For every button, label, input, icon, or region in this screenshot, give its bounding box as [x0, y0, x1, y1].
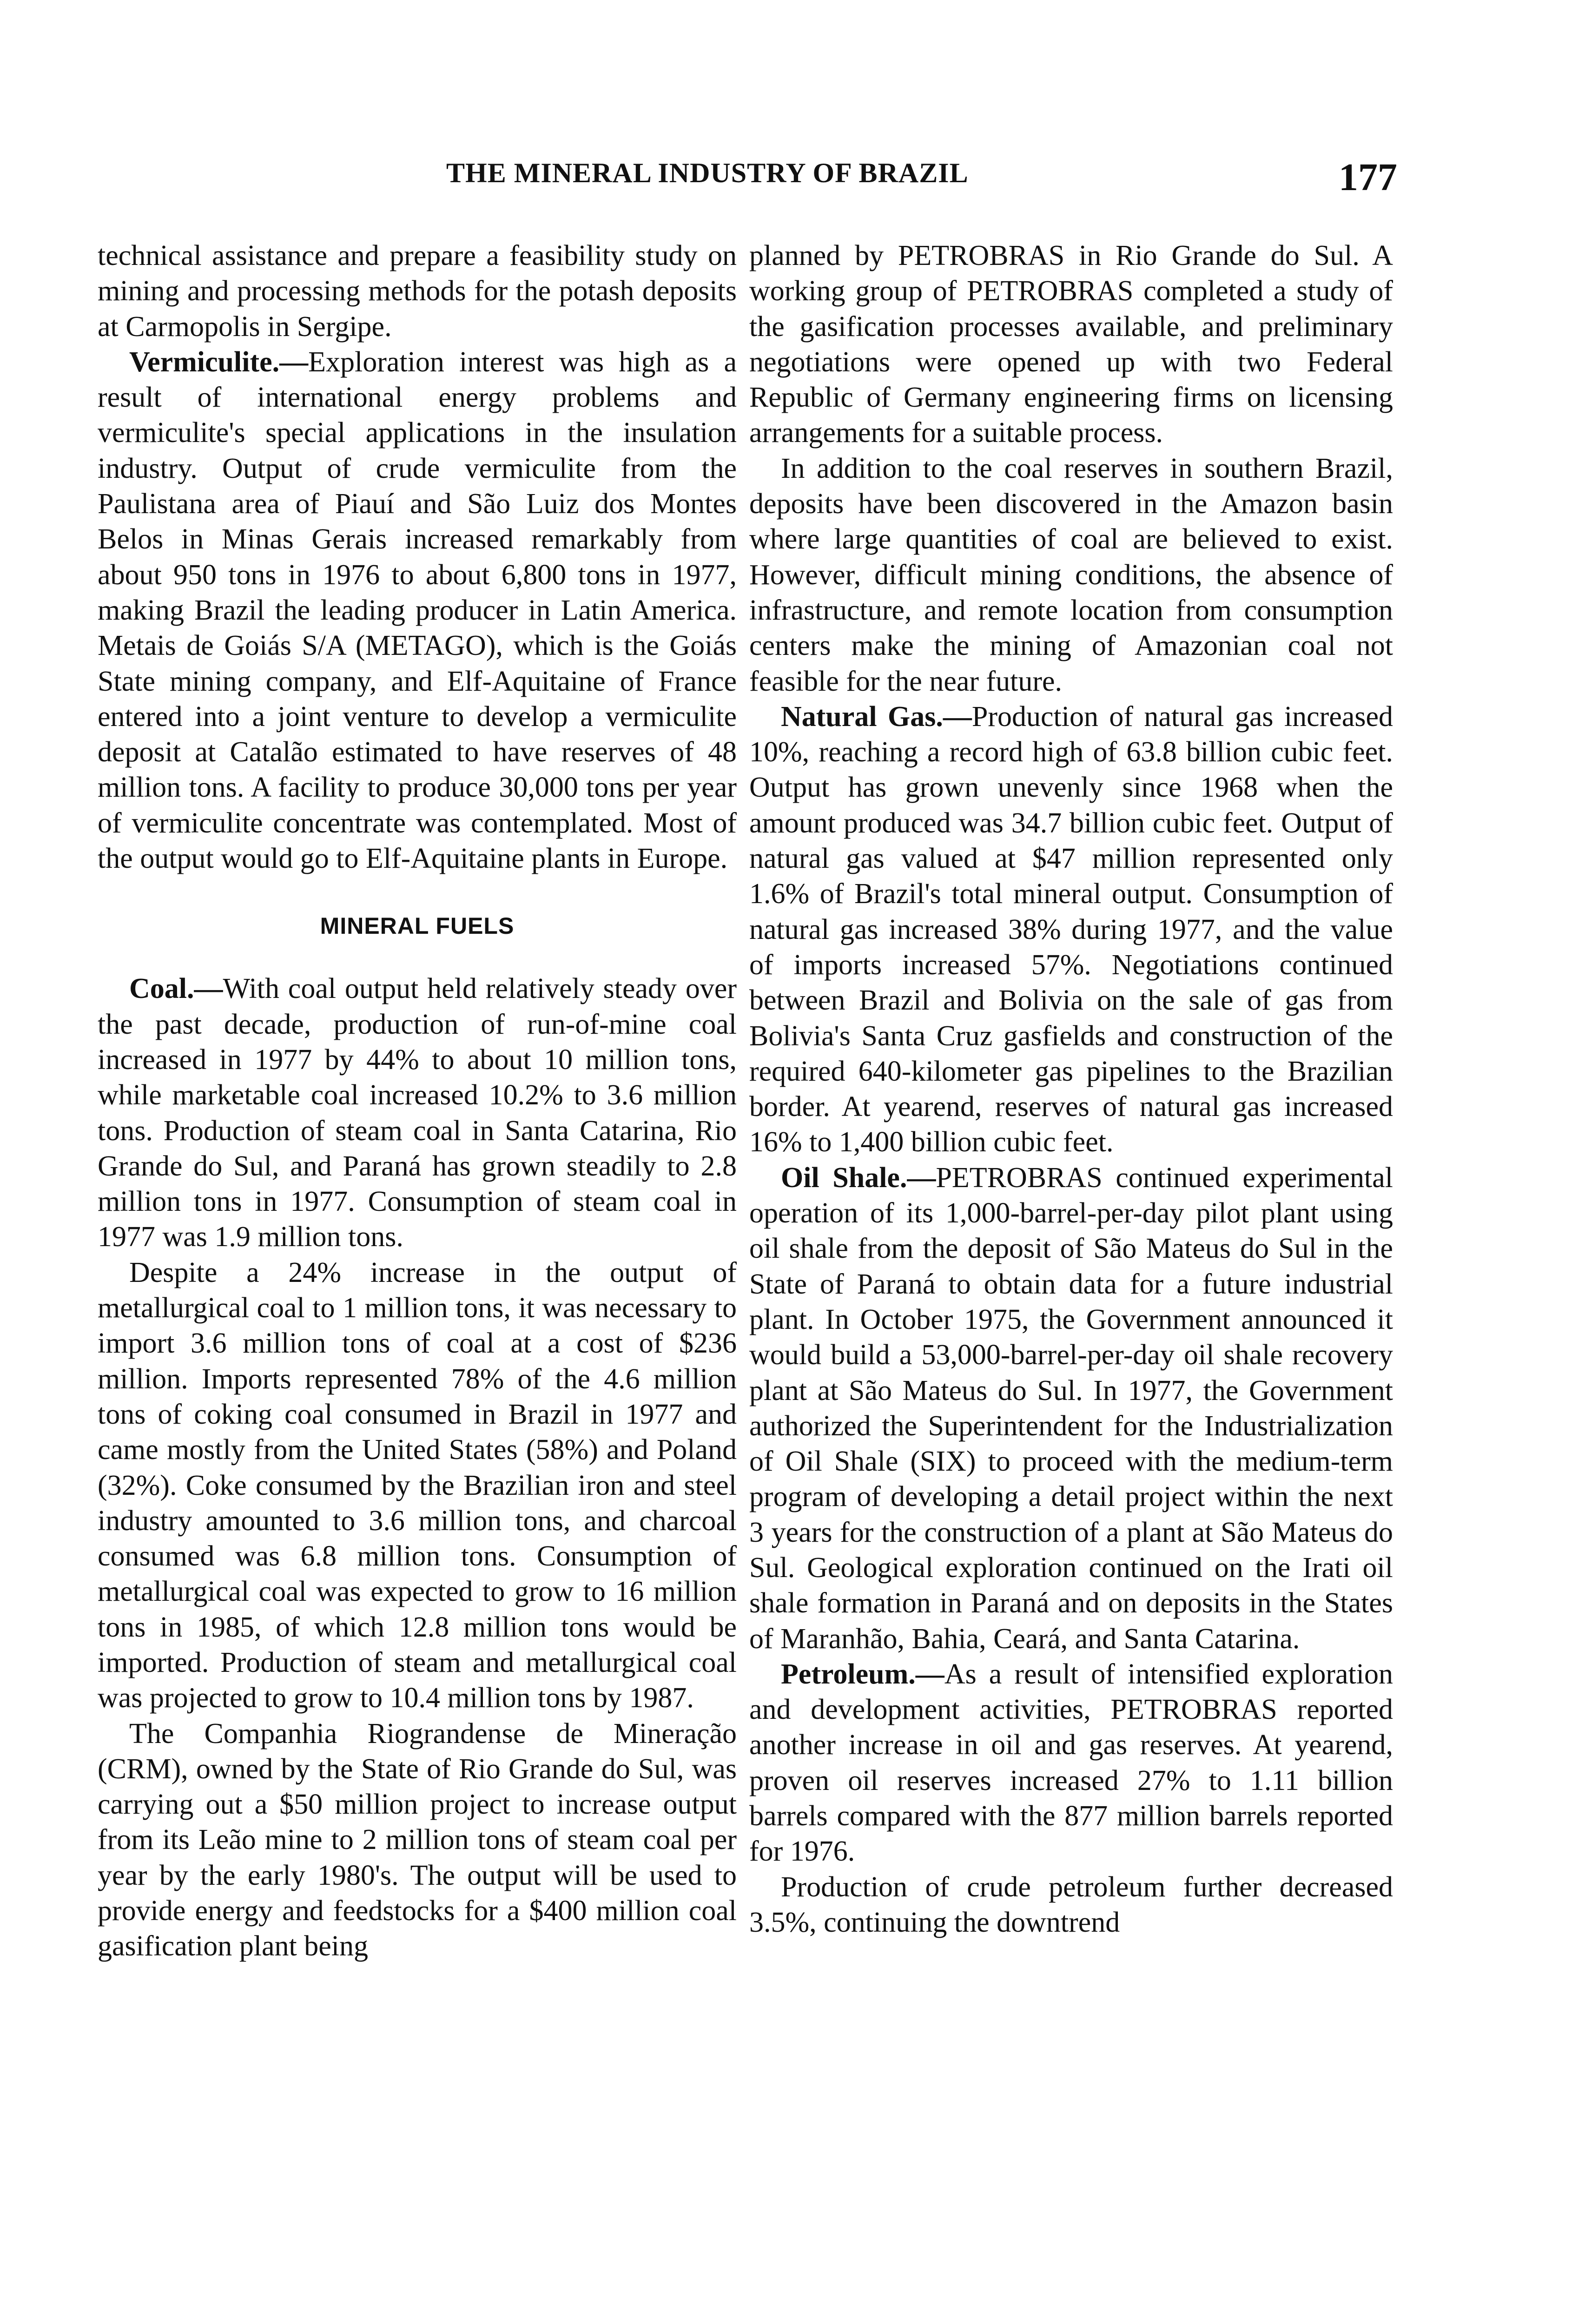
- lead-oil-shale: Oil Shale.—: [781, 1162, 936, 1194]
- lead-coal: Coal.—: [129, 973, 223, 1005]
- lead-vermiculite: Vermiculite.—: [129, 346, 309, 378]
- paragraph-coal-text: With coal output held relatively steady over the past decade, production of run-of-mine coal increased in 1977 by 44% to about 10 million tons, while marketable coal increased 10.2% to 3.6 million tons. Production of steam coal in Santa Catarina, Rio Grande do Sul, and Paraná has grown steadily to 2.8 million tons in 1977. Consumption of steam coal in 1977 was 1.9 million tons.: [98, 973, 737, 1253]
- right-column: [749, 238, 1393, 1940]
- paragraph-amazon-coal: In addition to the coal reserves in southern Brazil, deposits have been discovered in the Amazon basin where large quantities of coal are believed to exist. However, difficult mining conditions, the absence of infrastructure, and remote location from consumption centers make the mining of Amazonian coal not feasible for the near future.: [749, 452, 1393, 697]
- paragraph-coal: [98, 971, 737, 1254]
- paragraph-potash-continued: technical assistance and prepare a feasibility study on mining and processing methods for the potash deposits at Carmopolis in Sergipe.: [98, 240, 737, 343]
- paragraph-oil-shale: [749, 1160, 1393, 1657]
- paragraph-petroleum: [749, 1657, 1393, 1869]
- paragraph-crm: The Companhia Riograndense de Mineração (CRM), owned by the State of Rio Grande do Sul, was carrying out a $50 million project to increase output from its Leão mine to 2 million tons of steam coal per year by the early 1980's. The output will be used to provide energy and feedstocks for a $400 million coal gasification plant being: [98, 1717, 737, 1962]
- paragraph-petroleum-text: As a result of intensified exploration and development activities, PETROBRAS reported another increase in oil and gas reserves. At yearend, proven oil reserves increased 27% to 1.11 billion barrels compared with the 877 million barrels reported for 1976.: [749, 1658, 1393, 1868]
- lead-petroleum: Petroleum.—: [781, 1658, 944, 1690]
- paragraph-metallurgical-coal: Despite a 24% increase in the output of metallurgical coal to 1 million tons, it was necessary to import 3.6 million tons of coal at a cost of $236 million. Imports represented 78% of the 4.6 million tons of coking coal consumed in Brazil in 1977 and came mostly from the United States (58%) and Poland (32%). Coke consumed by the Brazilian iron and steel industry amounted to 3.6 million tons, and charcoal consumed was 6.8 million tons. Consumption of metallurgical coal was expected to grow to 16 million tons in 1985, of which 12.8 million tons would be imported. Production of steam and metallurgical coal was projected to grow to 10.4 million tons by 1987.: [98, 1256, 737, 1714]
- section-heading-mineral-fuels: MINERAL FUELS: [320, 913, 515, 939]
- left-column: [98, 238, 737, 1964]
- paragraph-gasification-continued: planned by PETROBRAS in Rio Grande do Sul. A working group of PETROBRAS completed a study of the gasification processes available, and preliminary negotiations were opened up with two Federal Republic of Germany engineering firms on licensing arrangements for a suitable process.: [749, 240, 1393, 449]
- page-number: 177: [1339, 156, 1397, 199]
- paragraph-natural-gas: [749, 699, 1393, 1160]
- paragraph-natural-gas-text: Production of natural gas increased 10%, reaching a record high of 63.8 billion cubic feet. Output has grown unevenly since 1968 when the amount produced was 34.7 billion cubic feet. Output of natural gas valued at $47 million represented only 1.6% of Brazil's total mineral output. Consumption of natural gas increased 38% during 1977, and the value of imports increased 57%. Negotiations continued between Brazil and Bolivia on the sale of gas from Bolivia's Santa Cruz gasfields and construction of the required 640-kilometer gas pipelines to the Brazilian border. At yearend, reserves of natural gas increased 16% to 1,400 billion cubic feet.: [749, 700, 1393, 1158]
- paragraph-vermiculite: [98, 344, 737, 876]
- running-header-title: THE MINERAL INDUSTRY OF BRAZIL: [446, 158, 969, 188]
- paragraph-crude-production: Production of crude petroleum further decreased 3.5%, continuing the downtrend: [749, 1871, 1393, 1938]
- paragraph-oil-shale-text: PETROBRAS continued experimental operation of its 1,000-barrel-per-day pilot plant using oil shale from the deposit of São Mateus do Sul in the State of Paraná to obtain data for a future industrial plant. In October 1975, the Government announced it would build a 53,000-barrel-per-day oil shale recovery plant at São Mateus do Sul. In 1977, the Government authorized the Superintendent for the Industrialization of Oil Shale (SIX) to proceed with the medium-term program of developing a detail project within the next 3 years for the construction of a plant at São Mateus do Sul. Geological exploration continued on the Irati oil shale formation in Paraná and on deposits in the States of Maranhão, Bahia, Ceará, and Santa Catarina.: [749, 1162, 1393, 1655]
- lead-natural-gas: Natural Gas.—: [781, 700, 972, 733]
- paragraph-vermiculite-text: Exploration interest was high as a result of international energy problems and vermiculite's special applications in the insulation industry. Output of crude vermiculite from the Paulistana area of Piauí and São Luiz dos Montes Belos in Minas Gerais increased remarkably from about 950 tons in 1976 to about 6,800 tons in 1977, making Brazil the leading producer in Latin America. Metais de Goiás S/A (METAGO), which is the Goiás State mining company, and Elf-Aquitaine of France entered into a joint venture to develop a vermiculite deposit at Catalão estimated to have reserves of 48 million tons. A facility to produce 30,000 tons per year of vermiculite concentrate was contemplated. Most of the output would go to Elf-Aquitaine plants in Europe.: [98, 346, 737, 875]
